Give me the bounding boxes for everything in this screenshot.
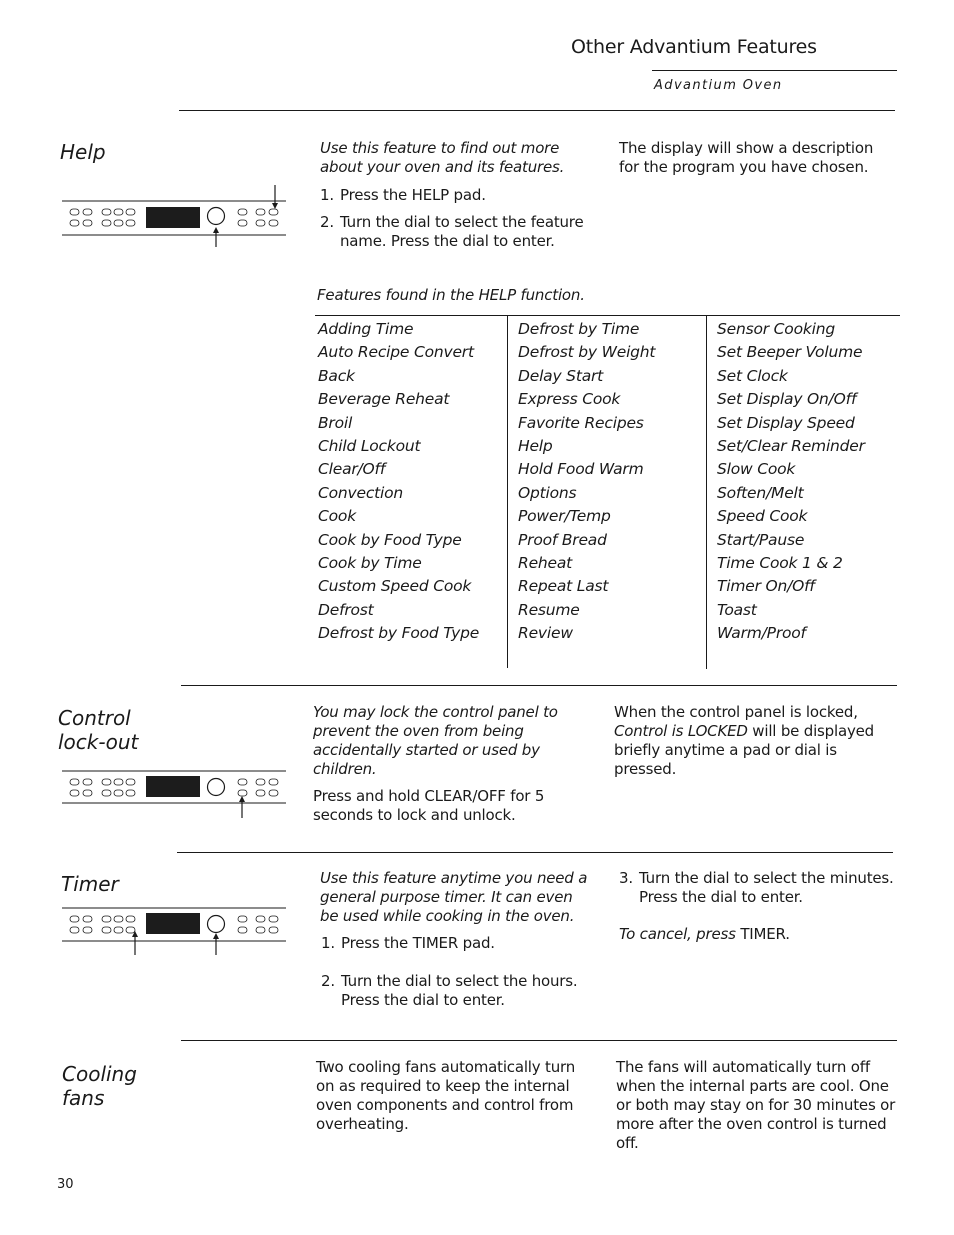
feature-item: Timer On/Off [717,577,815,596]
help-note: The display will show a description for the program you have chosen. [619,139,874,176]
feature-item: Set Beeper Volume [717,343,863,362]
feature-item: Favorite Recipes [518,413,644,432]
fans-text-left: Two cooling fans automatically turn on as required to keep the internal oven components and control from overheating. [316,1058,576,1133]
feature-item: Repeat Last [518,577,609,596]
feature-item: Resume [518,600,580,619]
feature-item: Custom Speed Cook [318,577,472,596]
feature-item: Help [518,437,553,456]
feature-item: Set Display Speed [717,413,855,432]
feature-item: Review [518,624,573,643]
feature-item: Cook by Time [318,554,422,573]
section-rule-help [179,110,895,111]
features-column-1 [318,318,479,646]
feature-item: Delay Start [518,366,604,385]
timer-cancel: To cancel, press TIMER. [619,925,790,943]
timer-step-1: 1. Press the TIMER pad. [321,934,495,952]
section-rule-fans [181,1040,897,1041]
lockout-section-title: Control lock-out [58,706,139,754]
feature-item: Clear/Off [318,460,386,479]
feature-item: Defrost by Food Type [318,624,480,643]
feature-item: Soften/Melt [717,483,804,502]
fans-section-title: Cooling fans [62,1062,137,1110]
help-section-title: Help [60,140,106,164]
help-step-1: 1. Press the HELP pad. [320,186,486,204]
features-column-2 [518,318,655,646]
feature-item: Back [318,366,355,385]
feature-item: Reheat [518,554,573,573]
feature-item: Warm/Proof [717,624,806,643]
timer-intro: Use this feature anytime you need a general purpose timer. It can even be used while cooking in the oven. [320,869,588,925]
lockout-note: When the control panel is locked, Control is LOCKED will be displayed briefly anytime a pad or dial is pressed. [614,703,874,778]
feature-item: Sensor Cooking [717,320,835,338]
feature-item: Options [518,483,577,502]
feature-item: Child Lockout [318,437,421,456]
timer-step-3: 3. Turn the dial to select the minutes. Press the dial to enter. [619,869,894,906]
features-column-divider-2 [706,316,707,669]
feature-item: Defrost by Time [518,320,640,338]
fans-text-right: The fans will automatically turn off when the internal parts are cool. One or both may stay on for 30 minutes or more after the oven control is turned off. [616,1058,896,1152]
feature-item: Cook [318,507,356,526]
feature-item: Defrost by Weight [518,343,656,362]
timer-steps-right [619,869,894,907]
help-intro: Use this feature to find out more about your oven and its features. [320,139,565,176]
control-panel-illustration-timer [62,905,288,957]
timer-steps-left [321,934,591,1010]
feature-item: Beverage Reheat [318,390,450,409]
section-rule-timer [177,852,893,853]
page-number: 30 [57,1177,74,1192]
feature-item: Convection [318,483,404,502]
lockout-instruction: Press and hold CLEAR/OFF for 5 seconds to lock and unlock. [313,787,545,824]
feature-item: Set Display On/Off [717,390,857,409]
feature-item: Speed Cook [717,507,808,526]
control-panel-illustration-help [62,185,288,249]
feature-item: Adding Time [318,320,414,338]
lockout-intro: You may lock the control panel to prevent the oven from being accidentally started or used by children. [313,703,558,778]
help-steps [320,186,600,251]
feature-item: Express Cook [518,390,621,409]
features-column-divider-1 [507,316,508,668]
feature-item: Time Cook 1 & 2 [717,554,843,573]
page-header-title: Other Advantium Features [571,36,817,58]
header-rule [652,70,897,71]
feature-item: Hold Food Warm [518,460,644,479]
section-rule-lockout [181,685,897,686]
features-table-rule [315,315,900,316]
feature-item: Power/Temp [518,507,611,526]
features-column-3 [717,318,865,646]
feature-item: Slow Cook [717,460,796,479]
feature-item: Defrost [318,600,374,619]
page-header-subtitle: Advantium Oven [654,78,783,93]
help-step-2: 2. Turn the dial to select the feature name. Press the dial to enter. [320,213,584,250]
control-panel-illustration-lockout [62,768,288,822]
features-caption: Features found in the HELP function. [317,286,585,304]
feature-item: Set Clock [717,366,788,385]
feature-item: Proof Bread [518,530,607,549]
feature-item: Auto Recipe Convert [318,343,474,362]
feature-item: Start/Pause [717,530,805,549]
feature-item: Broil [318,413,353,432]
feature-item: Toast [717,600,757,619]
feature-item: Set/Clear Reminder [717,437,865,456]
timer-step-2: 2. Turn the dial to select the hours. Press the dial to enter. [321,972,578,1009]
timer-section-title: Timer [61,872,119,896]
feature-item: Cook by Food Type [318,530,462,549]
